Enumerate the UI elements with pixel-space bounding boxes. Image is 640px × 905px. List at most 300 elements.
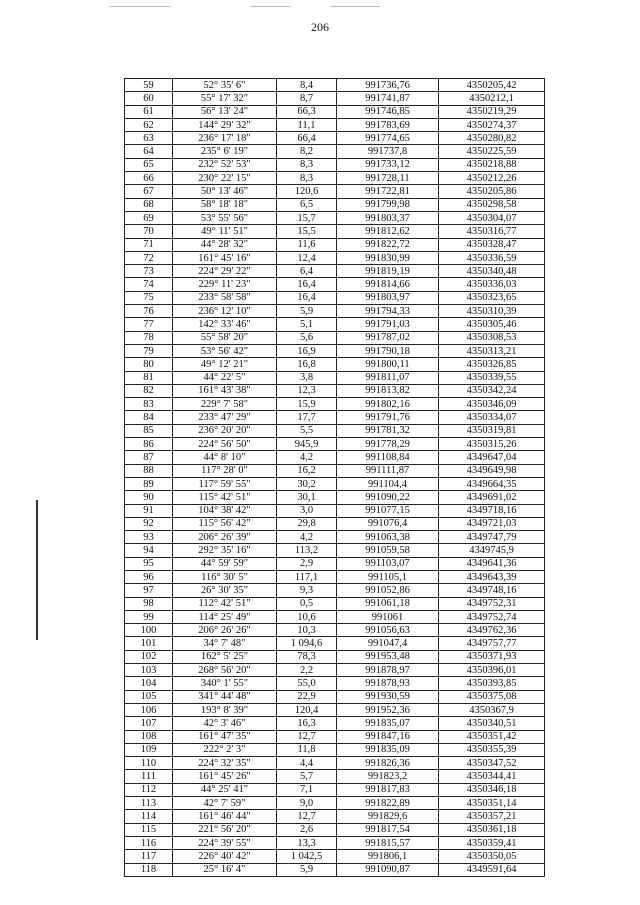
bearing-cell: 117° 28' 0"	[173, 464, 277, 477]
bearing-cell: 162° 5' 25"	[173, 650, 277, 663]
y-coordinate-cell: 4349718,16	[439, 504, 545, 517]
scan-dust	[250, 6, 290, 7]
x-coordinate-cell: 991799,98	[337, 198, 439, 211]
point-number-cell: 68	[125, 198, 173, 211]
coordinates-table	[124, 78, 545, 877]
point-number-cell: 63	[125, 132, 173, 145]
x-coordinate-cell: 991803,97	[337, 291, 439, 304]
bearing-cell: 56° 13' 24"	[173, 105, 277, 118]
table-row	[125, 132, 545, 145]
table-row	[125, 743, 545, 756]
y-coordinate-cell: 4349721,03	[439, 517, 545, 530]
bearing-cell: 53° 56' 42"	[173, 344, 277, 357]
point-number-cell: 61	[125, 105, 173, 118]
table-row	[125, 384, 545, 397]
x-coordinate-cell: 991790,18	[337, 344, 439, 357]
distance-cell: 120,4	[277, 703, 337, 716]
bearing-cell: 58° 18' 18"	[173, 198, 277, 211]
x-coordinate-cell: 991822,72	[337, 238, 439, 251]
distance-cell: 22,9	[277, 690, 337, 703]
point-number-cell: 117	[125, 850, 173, 863]
point-number-cell: 66	[125, 172, 173, 185]
distance-cell: 4,2	[277, 451, 337, 464]
point-number-cell: 59	[125, 79, 173, 92]
y-coordinate-cell: 4349752,74	[439, 610, 545, 623]
y-coordinate-cell: 4350351,14	[439, 797, 545, 810]
distance-cell: 16,4	[277, 278, 337, 291]
table-row	[125, 198, 545, 211]
distance-cell: 7,1	[277, 783, 337, 796]
bearing-cell: 268° 56' 20"	[173, 664, 277, 677]
distance-cell: 8,4	[277, 79, 337, 92]
distance-cell: 117,1	[277, 570, 337, 583]
bearing-cell: 114° 25' 49"	[173, 610, 277, 623]
point-number-cell: 80	[125, 358, 173, 371]
distance-cell: 6,4	[277, 265, 337, 278]
distance-cell: 55,0	[277, 677, 337, 690]
x-coordinate-cell: 991813,82	[337, 384, 439, 397]
table-row	[125, 664, 545, 677]
point-number-cell: 86	[125, 438, 173, 451]
y-coordinate-cell: 4350346,18	[439, 783, 545, 796]
bearing-cell: 229° 11' 23"	[173, 278, 277, 291]
y-coordinate-cell: 4350313,21	[439, 344, 545, 357]
bearing-cell: 230° 22' 15"	[173, 172, 277, 185]
distance-cell: 5,9	[277, 305, 337, 318]
table-row	[125, 703, 545, 716]
table-row	[125, 92, 545, 105]
distance-cell: 8,2	[277, 145, 337, 158]
point-number-cell: 65	[125, 158, 173, 171]
table-row	[125, 225, 545, 238]
y-coordinate-cell: 4349691,02	[439, 491, 545, 504]
x-coordinate-cell: 991930,59	[337, 690, 439, 703]
bearing-cell: 116° 30' 5"	[173, 570, 277, 583]
distance-cell: 16,4	[277, 291, 337, 304]
distance-cell: 29,8	[277, 517, 337, 530]
point-number-cell: 102	[125, 650, 173, 663]
x-coordinate-cell: 991090,22	[337, 491, 439, 504]
y-coordinate-cell: 4349643,39	[439, 570, 545, 583]
table-row	[125, 438, 545, 451]
bearing-cell: 233° 58' 58"	[173, 291, 277, 304]
point-number-cell: 101	[125, 637, 173, 650]
table-row	[125, 358, 545, 371]
table-row	[125, 318, 545, 331]
y-coordinate-cell: 4350328,47	[439, 238, 545, 251]
bearing-cell: 340° 1' 55"	[173, 677, 277, 690]
distance-cell: 15,7	[277, 211, 337, 224]
point-number-cell: 85	[125, 424, 173, 437]
y-coordinate-cell: 4349752,31	[439, 597, 545, 610]
table-row	[125, 757, 545, 770]
distance-cell: 11,1	[277, 118, 337, 131]
distance-cell: 6,5	[277, 198, 337, 211]
x-coordinate-cell: 991059,58	[337, 544, 439, 557]
distance-cell: 1 094,6	[277, 637, 337, 650]
bearing-cell: 44° 28' 32"	[173, 238, 277, 251]
x-coordinate-cell: 991047,4	[337, 637, 439, 650]
y-coordinate-cell: 4350340,48	[439, 265, 545, 278]
x-coordinate-cell: 991076,4	[337, 517, 439, 530]
x-coordinate-cell: 991791,76	[337, 411, 439, 424]
table-row	[125, 105, 545, 118]
bearing-cell: 292° 35' 16"	[173, 544, 277, 557]
y-coordinate-cell: 4350310,39	[439, 305, 545, 318]
distance-cell: 30,1	[277, 491, 337, 504]
table-row	[125, 584, 545, 597]
x-coordinate-cell: 991811,07	[337, 371, 439, 384]
distance-cell: 15,9	[277, 398, 337, 411]
bearing-cell: 115° 56' 42"	[173, 517, 277, 530]
table-row	[125, 158, 545, 171]
point-number-cell: 74	[125, 278, 173, 291]
x-coordinate-cell: 991812,62	[337, 225, 439, 238]
point-number-cell: 67	[125, 185, 173, 198]
y-coordinate-cell: 4349748,16	[439, 584, 545, 597]
y-coordinate-cell: 4350347,52	[439, 757, 545, 770]
bearing-cell: 42° 7' 59"	[173, 797, 277, 810]
table-row	[125, 783, 545, 796]
table-row	[125, 610, 545, 623]
table-row	[125, 79, 545, 92]
bearing-cell: 26° 30' 35"	[173, 584, 277, 597]
y-coordinate-cell: 4349641,36	[439, 557, 545, 570]
table-row	[125, 810, 545, 823]
distance-cell: 5,7	[277, 770, 337, 783]
point-number-cell: 105	[125, 690, 173, 703]
table-row	[125, 717, 545, 730]
y-coordinate-cell: 4350205,86	[439, 185, 545, 198]
table-row	[125, 305, 545, 318]
y-coordinate-cell: 4350396,01	[439, 664, 545, 677]
distance-cell: 30,2	[277, 477, 337, 490]
distance-cell: 12,7	[277, 730, 337, 743]
y-coordinate-cell: 4350346,09	[439, 398, 545, 411]
y-coordinate-cell: 4349757,77	[439, 637, 545, 650]
y-coordinate-cell: 4350393,85	[439, 677, 545, 690]
y-coordinate-cell: 4350298,58	[439, 198, 545, 211]
x-coordinate-cell: 991781,32	[337, 424, 439, 437]
bearing-cell: 55° 58' 20"	[173, 331, 277, 344]
table-row	[125, 464, 545, 477]
bearing-cell: 232° 52' 53"	[173, 158, 277, 171]
distance-cell: 5,9	[277, 863, 337, 876]
distance-cell: 12,4	[277, 251, 337, 264]
x-coordinate-cell: 991105,1	[337, 570, 439, 583]
bearing-cell: 144° 29' 32"	[173, 118, 277, 131]
x-coordinate-cell: 991794,33	[337, 305, 439, 318]
point-number-cell: 90	[125, 491, 173, 504]
distance-cell: 5,5	[277, 424, 337, 437]
bearing-cell: 44° 8' 10"	[173, 451, 277, 464]
table-row	[125, 504, 545, 517]
distance-cell: 66,4	[277, 132, 337, 145]
bearing-cell: 235° 6' 19"	[173, 145, 277, 158]
table-row	[125, 557, 545, 570]
y-coordinate-cell: 4349591,64	[439, 863, 545, 876]
x-coordinate-cell: 991847,16	[337, 730, 439, 743]
bearing-cell: 34° 7' 48"	[173, 637, 277, 650]
y-coordinate-cell: 4350305,46	[439, 318, 545, 331]
y-coordinate-cell: 4350315,26	[439, 438, 545, 451]
distance-cell: 16,2	[277, 464, 337, 477]
x-coordinate-cell: 991800,11	[337, 358, 439, 371]
table-row	[125, 172, 545, 185]
bearing-cell: 49° 11' 51"	[173, 225, 277, 238]
y-coordinate-cell: 4350219,29	[439, 105, 545, 118]
x-coordinate-cell: 991111,87	[337, 464, 439, 477]
distance-cell: 12,3	[277, 384, 337, 397]
bearing-cell: 42° 3' 46"	[173, 717, 277, 730]
point-number-cell: 106	[125, 703, 173, 716]
x-coordinate-cell: 991817,83	[337, 783, 439, 796]
distance-cell: 12,7	[277, 810, 337, 823]
x-coordinate-cell: 991077,15	[337, 504, 439, 517]
distance-cell: 2,2	[277, 664, 337, 677]
bearing-cell: 52° 35' 6"	[173, 79, 277, 92]
point-number-cell: 84	[125, 411, 173, 424]
distance-cell: 78,3	[277, 650, 337, 663]
bearing-cell: 224° 32' 35"	[173, 757, 277, 770]
table-row	[125, 624, 545, 637]
x-coordinate-cell: 991822,89	[337, 797, 439, 810]
point-number-cell: 77	[125, 318, 173, 331]
x-coordinate-cell: 991787,02	[337, 331, 439, 344]
table-row	[125, 411, 545, 424]
x-coordinate-cell: 991791,03	[337, 318, 439, 331]
y-coordinate-cell: 4349664,35	[439, 477, 545, 490]
distance-cell: 0,5	[277, 597, 337, 610]
table-row	[125, 118, 545, 131]
table-row	[125, 570, 545, 583]
point-number-cell: 73	[125, 265, 173, 278]
y-coordinate-cell: 4350342,24	[439, 384, 545, 397]
y-coordinate-cell: 4350319,81	[439, 424, 545, 437]
y-coordinate-cell: 4350375,08	[439, 690, 545, 703]
y-coordinate-cell: 4350340,51	[439, 717, 545, 730]
point-number-cell: 103	[125, 664, 173, 677]
table-row	[125, 278, 545, 291]
point-number-cell: 88	[125, 464, 173, 477]
table-row	[125, 730, 545, 743]
y-coordinate-cell: 4350339,55	[439, 371, 545, 384]
x-coordinate-cell: 991063,38	[337, 531, 439, 544]
y-coordinate-cell: 4350304,07	[439, 211, 545, 224]
bearing-cell: 226° 40' 42"	[173, 850, 277, 863]
point-number-cell: 115	[125, 823, 173, 836]
distance-cell: 9,0	[277, 797, 337, 810]
point-number-cell: 82	[125, 384, 173, 397]
table-row	[125, 145, 545, 158]
x-coordinate-cell: 991774,65	[337, 132, 439, 145]
point-number-cell: 70	[125, 225, 173, 238]
distance-cell: 8,3	[277, 172, 337, 185]
point-number-cell: 111	[125, 770, 173, 783]
table-row	[125, 836, 545, 849]
table-row	[125, 211, 545, 224]
table-row	[125, 863, 545, 876]
bearing-cell: 161° 45' 26"	[173, 770, 277, 783]
x-coordinate-cell: 991728,11	[337, 172, 439, 185]
x-coordinate-cell: 991090,87	[337, 863, 439, 876]
point-number-cell: 104	[125, 677, 173, 690]
point-number-cell: 64	[125, 145, 173, 158]
point-number-cell: 62	[125, 118, 173, 131]
distance-cell: 120,6	[277, 185, 337, 198]
x-coordinate-cell: 991802,16	[337, 398, 439, 411]
distance-cell: 11,8	[277, 743, 337, 756]
point-number-cell: 89	[125, 477, 173, 490]
y-coordinate-cell: 4350323,65	[439, 291, 545, 304]
table-row	[125, 291, 545, 304]
y-coordinate-cell: 4350334,07	[439, 411, 545, 424]
distance-cell: 1 042,5	[277, 850, 337, 863]
bearing-cell: 44° 25' 41"	[173, 783, 277, 796]
x-coordinate-cell: 991826,36	[337, 757, 439, 770]
point-number-cell: 110	[125, 757, 173, 770]
x-coordinate-cell: 991104,4	[337, 477, 439, 490]
bearing-cell: 236° 17' 18"	[173, 132, 277, 145]
table-row	[125, 451, 545, 464]
bearing-cell: 115° 42' 51"	[173, 491, 277, 504]
scan-dust	[330, 6, 380, 7]
point-number-cell: 95	[125, 557, 173, 570]
point-number-cell: 97	[125, 584, 173, 597]
bearing-cell: 224° 56' 50"	[173, 438, 277, 451]
point-number-cell: 78	[125, 331, 173, 344]
point-number-cell: 60	[125, 92, 173, 105]
y-coordinate-cell: 4350336,03	[439, 278, 545, 291]
x-coordinate-cell: 991061,18	[337, 597, 439, 610]
distance-cell: 17,7	[277, 411, 337, 424]
y-coordinate-cell: 4350212,1	[439, 92, 545, 105]
bearing-cell: 224° 29' 22"	[173, 265, 277, 278]
bearing-cell: 104° 38' 42"	[173, 504, 277, 517]
bearing-cell: 117° 59' 55"	[173, 477, 277, 490]
table-row	[125, 344, 545, 357]
bearing-cell: 161° 43' 38"	[173, 384, 277, 397]
point-number-cell: 83	[125, 398, 173, 411]
bearing-cell: 206° 26' 26"	[173, 624, 277, 637]
x-coordinate-cell: 991056,63	[337, 624, 439, 637]
distance-cell: 16,3	[277, 717, 337, 730]
table-row	[125, 650, 545, 663]
table-row	[125, 850, 545, 863]
x-coordinate-cell: 991778,29	[337, 438, 439, 451]
x-coordinate-cell: 991819,19	[337, 265, 439, 278]
table-row	[125, 371, 545, 384]
table-row	[125, 531, 545, 544]
bearing-cell: 25° 16' 4"	[173, 863, 277, 876]
y-coordinate-cell: 4350367,9	[439, 703, 545, 716]
table-row	[125, 690, 545, 703]
point-number-cell: 87	[125, 451, 173, 464]
distance-cell: 16,8	[277, 358, 337, 371]
x-coordinate-cell: 991878,97	[337, 664, 439, 677]
y-coordinate-cell: 4350212,26	[439, 172, 545, 185]
distance-cell: 10,3	[277, 624, 337, 637]
point-number-cell: 76	[125, 305, 173, 318]
distance-cell: 9,3	[277, 584, 337, 597]
scan-margin-mark	[36, 500, 38, 640]
distance-cell: 4,4	[277, 757, 337, 770]
x-coordinate-cell: 991952,36	[337, 703, 439, 716]
table-row	[125, 677, 545, 690]
distance-cell: 5,6	[277, 331, 337, 344]
bearing-cell: 224° 39' 55"	[173, 836, 277, 849]
y-coordinate-cell: 4350371,93	[439, 650, 545, 663]
y-coordinate-cell: 4350280,82	[439, 132, 545, 145]
table-row	[125, 424, 545, 437]
bearing-cell: 55° 17' 32"	[173, 92, 277, 105]
bearing-cell: 206° 26' 39"	[173, 531, 277, 544]
table-row	[125, 597, 545, 610]
x-coordinate-cell: 991835,09	[337, 743, 439, 756]
y-coordinate-cell: 4350357,21	[439, 810, 545, 823]
x-coordinate-cell: 991806,1	[337, 850, 439, 863]
point-number-cell: 116	[125, 836, 173, 849]
x-coordinate-cell: 991052,86	[337, 584, 439, 597]
coordinates-table-body	[125, 79, 545, 877]
x-coordinate-cell: 991103,07	[337, 557, 439, 570]
x-coordinate-cell: 991722,81	[337, 185, 439, 198]
distance-cell: 2,6	[277, 823, 337, 836]
point-number-cell: 96	[125, 570, 173, 583]
distance-cell: 2,9	[277, 557, 337, 570]
bearing-cell: 53° 55' 56"	[173, 211, 277, 224]
bearing-cell: 236° 20' 20"	[173, 424, 277, 437]
table-row	[125, 185, 545, 198]
y-coordinate-cell: 4349745,9	[439, 544, 545, 557]
x-coordinate-cell: 991746,85	[337, 105, 439, 118]
page-number: 206	[311, 20, 329, 34]
point-number-cell: 113	[125, 797, 173, 810]
x-coordinate-cell: 991823,2	[337, 770, 439, 783]
bearing-cell: 44° 59' 59"	[173, 557, 277, 570]
distance-cell: 16,9	[277, 344, 337, 357]
y-coordinate-cell: 4350225,59	[439, 145, 545, 158]
x-coordinate-cell: 991817,54	[337, 823, 439, 836]
x-coordinate-cell: 991783,69	[337, 118, 439, 131]
table-row	[125, 823, 545, 836]
table-row	[125, 238, 545, 251]
distance-cell: 3,8	[277, 371, 337, 384]
y-coordinate-cell: 4350355,39	[439, 743, 545, 756]
point-number-cell: 81	[125, 371, 173, 384]
distance-cell: 11,6	[277, 238, 337, 251]
x-coordinate-cell: 991878,93	[337, 677, 439, 690]
distance-cell: 66,3	[277, 105, 337, 118]
point-number-cell: 100	[125, 624, 173, 637]
bearing-cell: 112° 42' 51"	[173, 597, 277, 610]
distance-cell: 3,0	[277, 504, 337, 517]
x-coordinate-cell: 991953,48	[337, 650, 439, 663]
bearing-cell: 142° 33' 46"	[173, 318, 277, 331]
x-coordinate-cell: 991736,76	[337, 79, 439, 92]
point-number-cell: 99	[125, 610, 173, 623]
y-coordinate-cell: 4349762,36	[439, 624, 545, 637]
point-number-cell: 79	[125, 344, 173, 357]
point-number-cell: 109	[125, 743, 173, 756]
x-coordinate-cell: 991835,07	[337, 717, 439, 730]
distance-cell: 8,3	[277, 158, 337, 171]
bearing-cell: 229° 7' 58"	[173, 398, 277, 411]
y-coordinate-cell: 4349747,79	[439, 531, 545, 544]
x-coordinate-cell: 991815,57	[337, 836, 439, 849]
point-number-cell: 92	[125, 517, 173, 530]
bearing-cell: 161° 47' 35"	[173, 730, 277, 743]
